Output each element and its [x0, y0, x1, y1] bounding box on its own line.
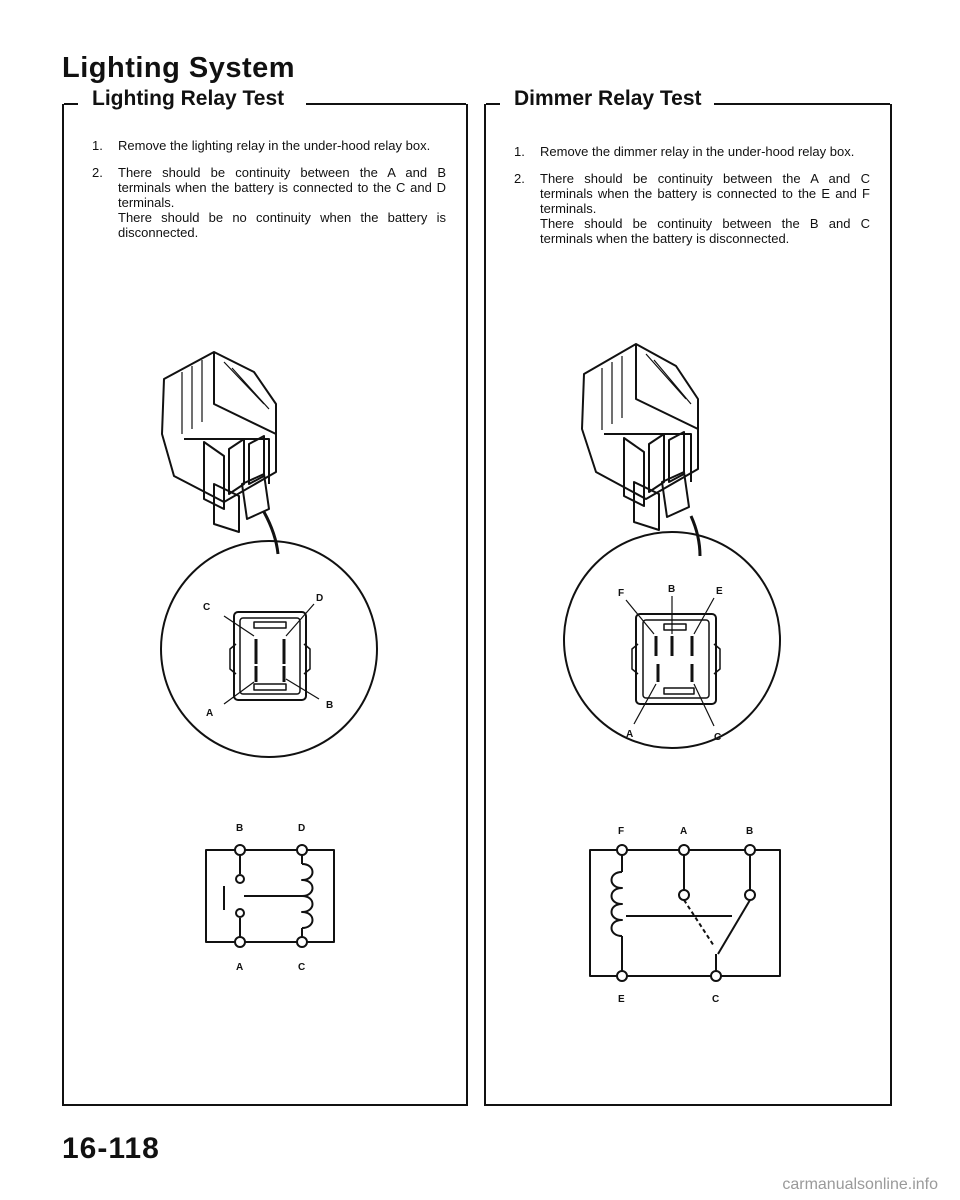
connector-label-e: E: [716, 586, 723, 597]
connector-zoom-circle: [161, 541, 377, 757]
connector-label-a: A: [626, 729, 634, 740]
step-extra-text: There should be continuity between the B and C terminals when the battery is disconnected.: [540, 216, 870, 246]
dimmer-relay-diagram: [486, 104, 890, 1104]
circuit-label-e: E: [618, 994, 625, 1005]
dimmer-relay-test-section: [484, 87, 892, 1106]
relay-body-icon: [162, 352, 276, 532]
page-title: Lighting System: [62, 52, 296, 84]
step-number: 2.: [92, 165, 103, 180]
relay-circuit-schematic: [206, 845, 334, 947]
relay-circuit-schematic: [590, 845, 780, 981]
pin-leader-lines: [626, 596, 714, 726]
circuit-label-f: F: [618, 826, 625, 837]
section-title: Lighting Relay Test: [88, 87, 288, 111]
leader-line: [264, 512, 278, 554]
circuit-label-d: D: [298, 823, 306, 834]
step-extra-text: There should be no continuity when the battery is disconnected.: [118, 210, 446, 240]
connector-label-b: B: [326, 700, 334, 711]
step-number: 1.: [514, 144, 525, 159]
step-text: Remove the dimmer relay in the under-hood relay box.: [540, 144, 855, 159]
connector-label-c: C: [203, 602, 211, 613]
step-text: There should be continuity between the A and B terminals when the battery is connected to the C and D terminals.: [118, 165, 446, 210]
watermark: carmanualsonline.info: [782, 1176, 938, 1193]
connector-label-f: F: [618, 588, 625, 599]
circuit-label-a: A: [236, 962, 244, 973]
relay-body-icon: [582, 344, 698, 530]
circuit-label-b: B: [236, 823, 244, 834]
step-text: Remove the lighting relay in the under-hood relay box.: [118, 138, 431, 153]
connector-label-d: D: [316, 593, 324, 604]
section-title: Dimmer Relay Test: [510, 87, 706, 111]
step-number: 1.: [92, 138, 103, 153]
circuit-label-c: C: [298, 962, 306, 973]
circuit-label-b: B: [746, 826, 754, 837]
step-text: There should be continuity between the A and C terminals when the battery is connected to the E and F terminals.: [540, 171, 870, 216]
connector-label-a: A: [206, 708, 214, 719]
circuit-label-a: A: [680, 826, 688, 837]
circuit-label-c: C: [712, 994, 720, 1005]
lighting-relay-test-section: [62, 87, 468, 1106]
connector-label-c: C: [714, 732, 722, 743]
pin-leader-lines: [224, 604, 319, 704]
connector-label-b: B: [668, 584, 676, 595]
connector-face-icon: [632, 614, 720, 704]
lighting-relay-diagram: [64, 104, 466, 1104]
step-number: 2.: [514, 171, 525, 186]
page-number: 16-118: [62, 1132, 160, 1165]
